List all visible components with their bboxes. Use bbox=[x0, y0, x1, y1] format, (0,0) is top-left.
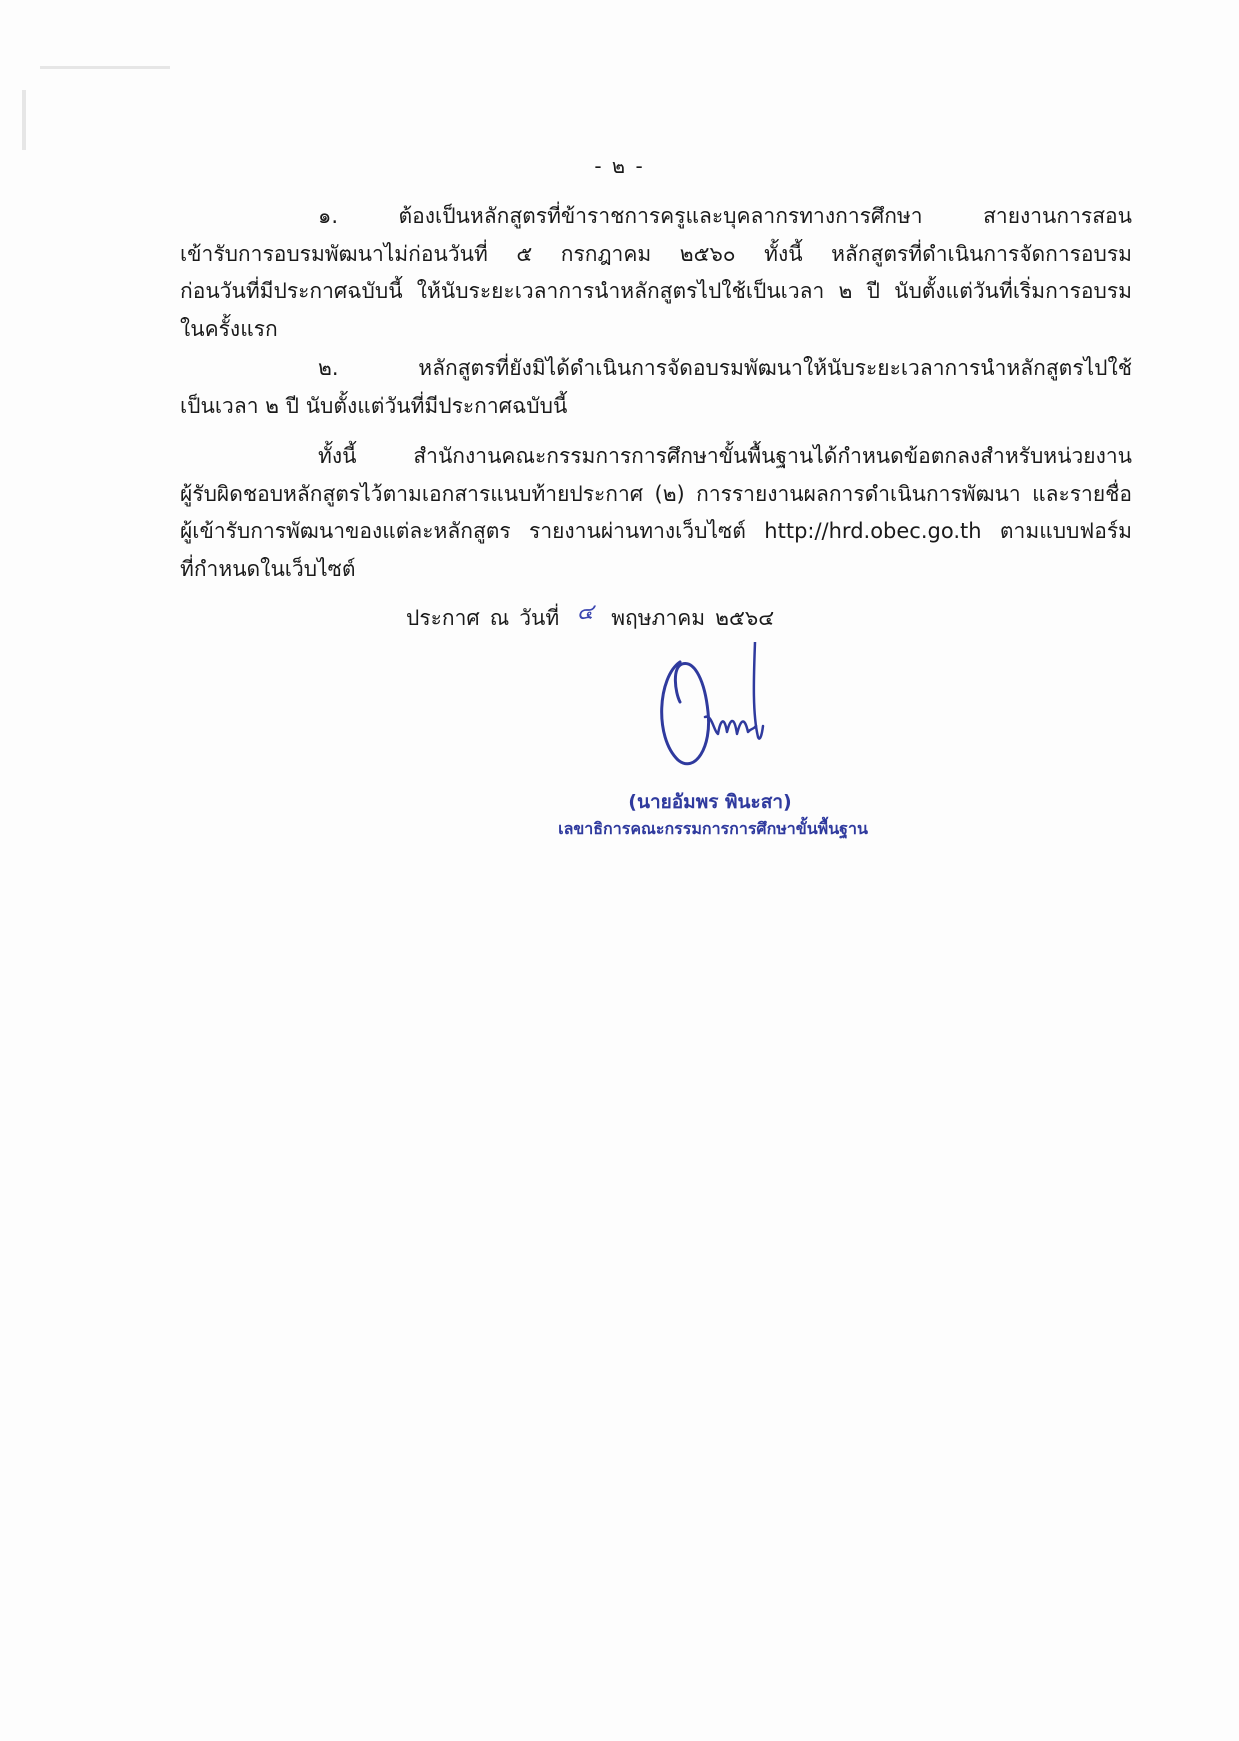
paragraph-line: เป็นเวลา ๒ ปี นับตั้งแต่วันที่มีประกาศฉบับนี้ bbox=[180, 393, 568, 418]
paragraph-line: ก่อนวันที่มีประกาศฉบับนี้ ให้นับระยะเวลาการนำหลักสูตรไปใช้เป็นเวลา ๒ ปี นับตั้งแต่วันที่เริ่มการอบรม bbox=[180, 279, 1132, 303]
scan-artifact bbox=[22, 90, 26, 150]
signature-stroke bbox=[705, 717, 756, 734]
paragraph-line: ๑. ต้องเป็นหลักสูตรที่ข้าราชการครูและบุคลากรทางการศึกษา สายงานการสอน bbox=[318, 204, 1132, 228]
paragraph-line: ทั้งนี้ สำนักงานคณะกรรมการการศึกษาขั้นพื้นฐานได้กำหนดข้อตกลงสำหรับหน่วยงาน bbox=[318, 444, 1132, 468]
signature-stroke bbox=[754, 642, 763, 739]
signature-stroke bbox=[662, 662, 709, 764]
date-year: ๒๕๖๔ bbox=[715, 606, 775, 630]
signer-title: เลขาธิการคณะกรรมการการศึกษาขั้นพื้นฐาน bbox=[558, 819, 868, 838]
paragraph-line: ที่กำหนดในเว็บไซต์ bbox=[180, 556, 356, 581]
paragraph-agreement bbox=[180, 438, 1132, 588]
paragraph-condition-2 bbox=[180, 350, 1132, 425]
paragraph-line: ผู้เข้ารับการพัฒนาของแต่ละหลักสูตร รายงานผ่านทางเว็บไซต์ http://hrd.obec.go.th ตามแบบฟอร์ม bbox=[180, 519, 1132, 543]
paragraph-condition-1 bbox=[180, 198, 1132, 348]
paragraph-line: ในครั้งแรก bbox=[180, 316, 278, 341]
scan-artifact bbox=[40, 66, 170, 69]
date-prefix: ประกาศ bbox=[406, 606, 480, 630]
page-number: - ๒ - bbox=[594, 154, 645, 178]
signer-name: (นายอัมพร พินะสา) bbox=[628, 791, 792, 813]
handwritten-day: ๔ bbox=[576, 600, 594, 625]
announcement-date bbox=[406, 600, 774, 635]
paragraph-line: เข้ารับการอบรมพัฒนาไม่ก่อนวันที่ ๕ กรกฎาคม ๒๕๖๐ ทั้งนี้ หลักสูตรที่ดำเนินการจัดการอบรม bbox=[180, 241, 1132, 266]
handwritten-signature bbox=[650, 642, 800, 777]
date-at: ณ bbox=[489, 606, 510, 630]
date-day-label: วันที่ bbox=[519, 606, 560, 630]
paragraph-line: ผู้รับผิดชอบหลักสูตรไว้ตามเอกสารแนบท้ายประกาศ (๒) การรายงานผลการดำเนินการพัฒนา และรายชื่อ bbox=[180, 481, 1132, 506]
date-month: พฤษภาคม bbox=[611, 606, 706, 630]
paragraph-line: ๒. หลักสูตรที่ยังมิได้ดำเนินการจัดอบรมพัฒนาให้นับระยะเวลาการนำหลักสูตรไปใช้ bbox=[318, 356, 1132, 380]
